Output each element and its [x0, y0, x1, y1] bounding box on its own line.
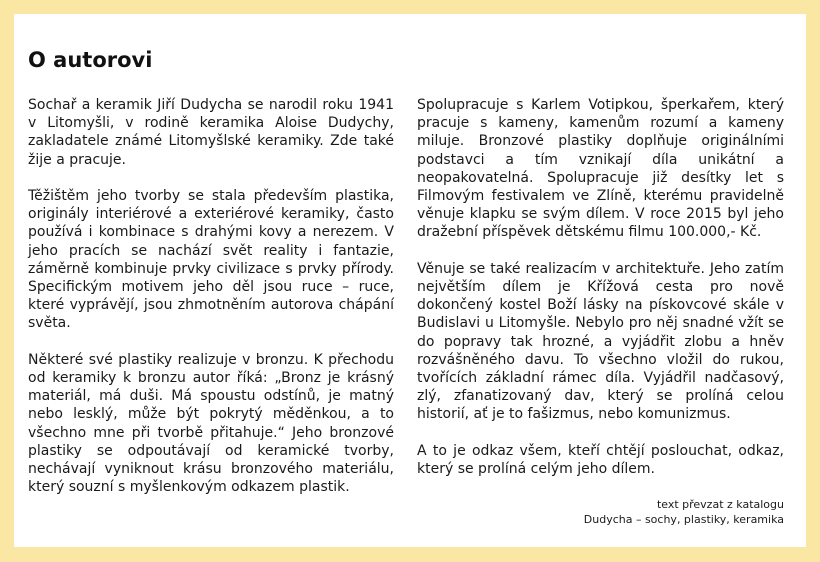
catalog-page [14, 14, 806, 547]
paragraph-collaboration: Spolupracuje s Karlem Votipkou, šperkařem, který pracuje s kameny, kamenům rozumí a kameny miluje. Bronzové plastiky doplňuje originálními podstavci a tím vznikají díla unikátní a neopakovatelná. Spolupracuje již desítky let s Filmovým festivalem ve Zlíně, kterému pravidelně věnuje klapku se svým dílem. V roce 2015 byl jeho dražební příspěvek dětskému filmu 100.000,- Kč. [417, 97, 784, 241]
left-column [28, 96, 394, 496]
paragraph-legacy: A to je odkaz všem, kteří chtějí poslouchat, odkaz, který se prolíná celým jeho dílem. [417, 442, 784, 478]
paragraph-architecture: Věnuje se také realizacím v architektuře. Jeho zatím největším dílem je Křížová cesta pro nově dokončený kostel Boží lásky na pískovcové skále v Budislavi u Litomyšle. Nebylo pro něj snadné vžít se do popravy tak hrozné, a vyjádřit zlobu a hněv rozvášněného davu. To všechno vložil do rukou, tvořících základní rámec díla. Vyjádřil nadčasový, zlý, zfanatizovaný dav, který se prolíná celou historií, ať je to fašizmus, nebo komunizmus. [417, 260, 784, 423]
paragraph-bronze: Některé své plastiky realizuje v bronzu. K přechodu od keramiky k bronzu autor říká: „Bronz je krásný materiál, má duši. Má spoustu odstínů, je matný nebo lesklý, může být pokrytý měděnkou, a to všechno mne při tvorbě přitahuje.“ Jeho bronzové plastiky se odpoutávají od keramické tvorby, nechávají vyniknout krásu bronzového materiálu, který souzní s myšlenkovým odkazem plastik. [28, 351, 394, 496]
right-column [417, 96, 784, 478]
source-line-1: text převzat z katalogu [656, 498, 784, 511]
paragraph-work-focus: Těžištěm jeho tvorby se stala především plastika, originály interiérové a exteriérové keramiky, často používá i kombinace s drahými kovy a nerezem. V jeho pracích se nachází svět reality i fantazie, záměrně kombinuje prvky civilizace s prvky přírody. Specifickým motivem jeho děl jsou ruce – ruce, které vyprávějí, jsou zhmotněním autorova chápání světa. [28, 188, 394, 332]
source-note [584, 497, 784, 527]
source-line-2: Dudycha – sochy, plastiky, keramika [583, 513, 784, 526]
paragraph-birth: Sochař a keramik Jiří Dudycha se narodil roku 1941 v Litomyšli, v rodině keramika Aloise Dudychy, zakladatele známé Litomyšlské keramiky. Zde také žije a pracuje. [28, 97, 394, 168]
page-title: O autorovi [28, 48, 153, 72]
